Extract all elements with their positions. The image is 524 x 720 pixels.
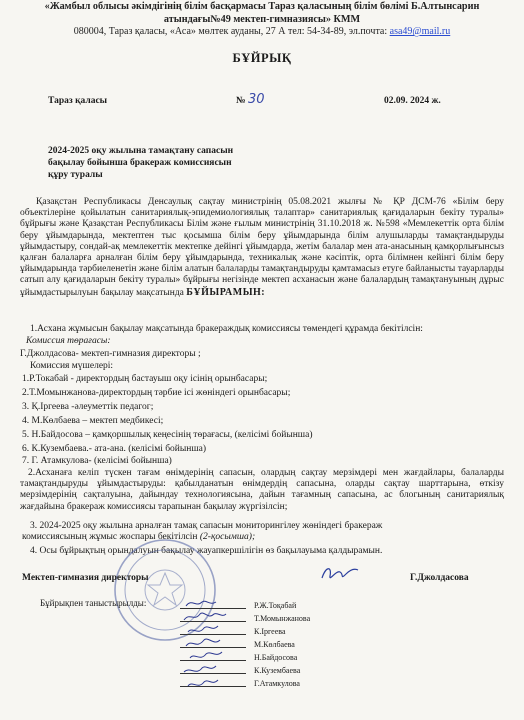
address-text: 080004, Тараз қаласы, «Аса» мөлтек ауданы, 27 А тел: 54-34-89, эл.почта:: [73, 26, 388, 37]
item-3-appendix: (2-қосымша);: [199, 532, 256, 542]
member-line: 3. Қ.Іргеева -әлеуметтік педагог;: [22, 402, 154, 412]
item-3-text: комиссиясының жұмыс жоспары бекітілсін: [22, 532, 198, 542]
subject-line: құру туралы: [48, 170, 103, 180]
staff-signatures: [178, 596, 258, 694]
member-line: 5. Н.Байдосова – қамқоршылық кеңесінің төрағасы, (келісімі бойынша): [22, 430, 313, 440]
staff-name: Т.Момынжанова: [254, 614, 311, 623]
staff-name: Н.Байдосова: [254, 653, 298, 662]
org-header: [0, 0, 524, 26]
preamble-text: Қазақстан Республикасы Денсаулық сақтау министрінің 05.08.2021 жылғы № ҚР ДСМ-76 «Білім беру объектілеріне қойылатын санитариялық-эпидемиологиялық талаптар» санитариялық қағидаларын бекіту туралы» бұйрығы және Қазақстан Республикасы Білім және ғылым министрінің 31.10.2018 ж. №598 «Мемлекеттік орта білім беру ұйымдарында, мектептен тыс қосымша білім беру ұйымдарында білім алушыларды тамақтандыруды ұйымдастыру, сондай-ақ мемлекеттік мектепке дейінгі ұйымдарда, жетім балалар мен ата-анасының қамқорлығынсыз қалған балаларға арналған білім беру ұйымдарында, техникалық және кәсіптік, орта білімнен кейінгі білім беру ұйымдарында тәрбиеленетін және білім алатын балаларды тамақтандыруды қамтамасыз етуге байланысты тауарларды сатып алу қағидаларын бекіту туралы» бұйрығы негізінде мектеп асханасын және балалардың тамақтануының дұрыс ұйымдастырылуын бақылау мақсатында: [20, 197, 504, 298]
members-heading: Комиссия мүшелері:: [30, 361, 114, 371]
commission-heading: Комиссия төрағасы:: [26, 336, 111, 346]
staff-name: К.Іргеева: [254, 627, 286, 636]
member-line: 4. М.Көлбаева – мектеп медбикесі;: [22, 416, 164, 426]
commission-chair: Г.Джолдасова- мектеп-гимназия директоры ;: [20, 349, 201, 359]
director-signature: [318, 562, 362, 584]
order-subject: [48, 145, 278, 181]
item-4: 4. Осы бұйрықтың орындалуын бақылау жауапкершілігін өз бақылауыма қалдырамын.: [30, 546, 383, 556]
org-address: [0, 26, 524, 37]
subject-line: 2024-2025 оқу жылына тамақтану сапасын: [48, 146, 234, 156]
subject-line: бақылау бойынша бракераж комиссиясын: [48, 158, 232, 168]
item-2: 2.Асханаға келіп түскен тағам өнімдерінің сапасын, олардың сақтау мерзімдері мен жағдайлары, балаларды тамақтандыруды ұйымдастыруды: қабылданатын өнімдердің сапасына, оларды сақтау шарттарына, өткізу мерзімдерінің сақталуына, дайындау технологиясына, дайын тағамның сапасына, ас блогының санитариялық жағдайына бракераж комиссиясы тарапынан бақылау жүргізілсін;: [20, 468, 504, 512]
member-line: 7. Г. Атамкулова- (келісімі бойынша): [22, 456, 172, 466]
city-label: Тараз қаласы: [48, 96, 108, 106]
item-3-line1: 3. 2024-2025 оқу жылына арналған тамақ сапасын мониторингілеу жөніндегі бракераж: [30, 521, 383, 531]
email-link[interactable]: asa49@mail.ru: [389, 26, 451, 37]
staff-name: К.Кузембаева: [254, 666, 301, 675]
member-line: 6. К.Кузембаева.- ата-ана. (келісімі бойынша): [22, 444, 207, 454]
signature-label: Мектеп-гимназия директоры: [22, 573, 149, 583]
org-header-line1: «Жамбыл облысы әкімдігінің білім басқармасы Тараз қаласының білім бөлімі Б.Алтынсарин: [44, 1, 480, 12]
signature-name: Г.Джолдасова: [410, 573, 469, 583]
member-line: 1.Р.Токабай - директордың бастауыш оқу ісінің орынбасары;: [22, 374, 268, 384]
item-1: 1.Асхана жұмысын бақылау мақсатында бракераждық комиссиясы төмендегі құрамда бекітілсін:: [30, 324, 423, 334]
member-line: 2.Т.Момынжанова-директордың тәрбие ісі жөніндегі орынбасары;: [22, 388, 291, 398]
familiarization-label: Бұйрықпен таныстырылды:: [40, 598, 147, 608]
staff-name: Г.Атамкулова: [254, 679, 300, 688]
order-date: 02.09. 2024 ж.: [384, 96, 441, 106]
staff-name: М.Көлбаева: [254, 640, 295, 649]
document-title: БҰЙРЫҚ: [232, 51, 292, 65]
order-number: 30: [248, 92, 265, 107]
preamble-paragraph: [20, 197, 504, 299]
order-number-label: №: [236, 96, 246, 106]
staff-name: Р.Ж.Тоқабай: [254, 601, 297, 610]
org-header-line2: атындағы№49 мектеп-гимназиясы» КММ: [163, 14, 361, 25]
order-word: БҰЙЫРАМЫН:: [186, 286, 266, 298]
